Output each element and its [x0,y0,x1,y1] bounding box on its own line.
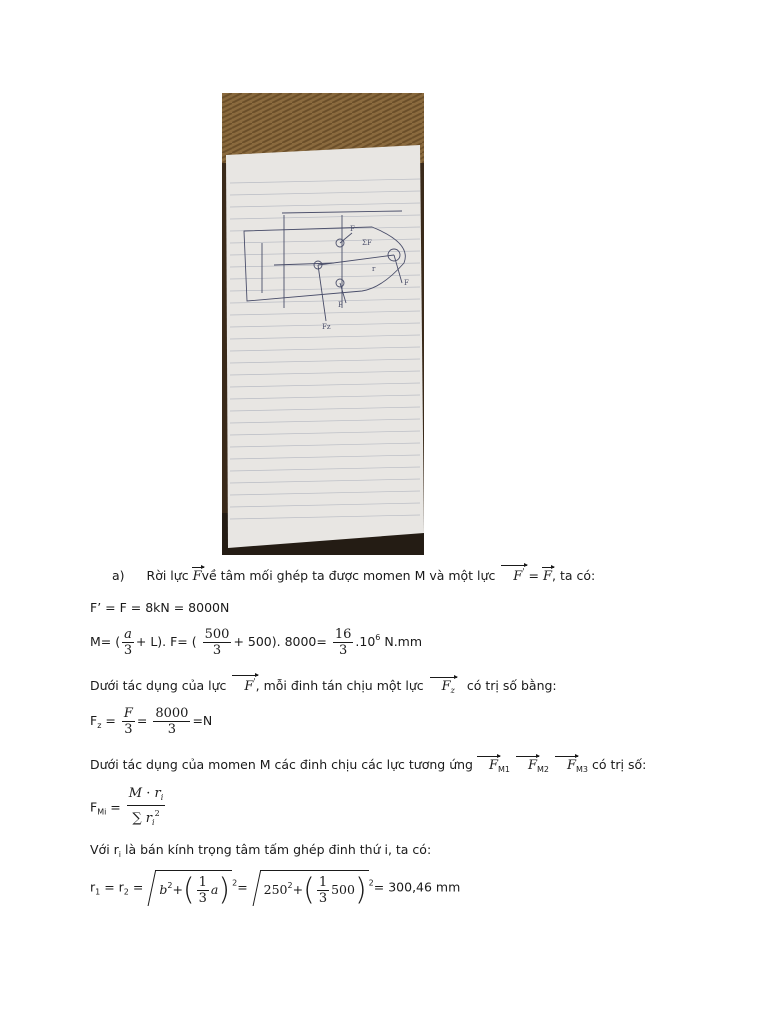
vector-fm1: F [488,758,498,773]
svg-text:F: F [404,279,409,287]
vector-f-neg: F' [513,567,525,584]
line-a: a) Rời lực Fvề tâm mối ghép ta được momen M và một lực F' = F, ta có: [112,567,596,584]
svg-text:F: F [338,301,343,309]
line-r1-r2: $r_1 = r_2 = b^2+$( $\frac{1}{3}$ a) $^2= 250^2+$( $\frac{1}{3}$ 500) $^2$= 300,46 mm [90,870,460,906]
vector-fm2: F [527,758,537,773]
line-force-distribution: Dưới tác dụng của lực F', mỗi đinh tán chịu một lực $F_z$ có trị số bằng: [90,677,557,695]
list-marker: a) [112,568,125,583]
fraction-500-3: $\frac{500}{3}$ [204,627,230,658]
vector-fz: $F_z$ [441,679,455,695]
fraction-f-3: $\frac{F}{3}$ [123,706,133,737]
line-voi-ri: Với $r_i$ là bán kính trọng tâm tấm ghép đinh thứ i, ta có: [90,842,432,859]
vector-fm3: F [566,758,576,773]
notebook-page [226,145,424,548]
sketch-photo [222,93,424,555]
svg-text:Fz: Fz [322,323,331,331]
sqrt-expression-2: $250^2+$( $\frac{1}{3}$ 500) [260,870,369,906]
fraction-8000-3: $\frac{8000}{3}$ [155,706,189,737]
sketch-photo-svg [222,93,424,555]
vector-f-neg: F' [244,677,256,694]
svg-text:ΣF: ΣF [362,239,372,247]
fraction-m-ri: $\frac{M \cdot r_i}{\sum r_i^2}$ [128,786,164,827]
line-fprime: F’ = F = 8kN = 8000N [90,600,230,615]
line-moment: M= ( $\frac{a}{3}$ + L). F= ( $\frac{500}{3}$ + 500). 8000= $\frac{16}{3}$ $.10^6$ N.mm [90,627,423,658]
sqrt-expression-1: $b^2+$( $\frac{1}{3}$ a) [155,870,232,906]
svg-text:r: r [372,265,376,273]
line-fmi: $F_{Mi}$ = $\frac{M \cdot r_i}{\sum r_i^2}$ [90,786,167,830]
fraction-16-3: $\frac{16}{3}$ [334,627,352,658]
vector-f: F [542,569,553,584]
line-fz: $F_z$ = $\frac{F}{3}$ = $\frac{8000}{3}$ =N [90,706,213,737]
vector-f: F [192,569,202,584]
line-moment-forces: Dưới tác dụng của momen M các đinh chịu các lực tương ứng $F_{M1}$ $F_{M2}$ $F_{M3}$ có trị số: [90,757,647,774]
fraction-a-3: $\frac{a}{3}$ [123,627,133,658]
svg-text:F: F [350,225,355,233]
